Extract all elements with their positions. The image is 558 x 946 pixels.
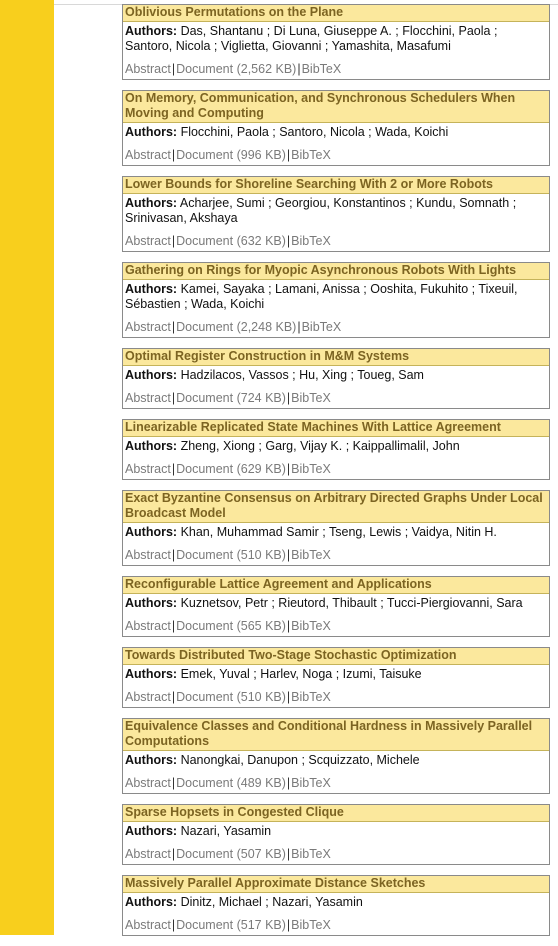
separator: |: [171, 548, 176, 562]
bibtex-link[interactable]: BibTeX: [291, 690, 331, 704]
paper-entry: [122, 176, 550, 252]
paper-entry: [122, 90, 550, 166]
bibtex-link[interactable]: BibTeX: [291, 148, 331, 162]
document-label: Document: [176, 918, 234, 932]
authors-text: Nanongkai, Danupon ; Scquizzato, Michele: [180, 753, 420, 767]
abstract-link[interactable]: Abstract: [125, 462, 171, 476]
paper-entry: [122, 348, 550, 409]
document-link[interactable]: [176, 62, 296, 76]
separator: |: [171, 690, 176, 704]
authors-text: Khan, Muhammad Samir ; Tseng, Lewis ; Vaidya, Nitin H.: [180, 525, 497, 539]
authors-text: Zheng, Xiong ; Garg, Vijay K. ; Kaippallimalil, John: [180, 439, 460, 453]
paper-entry: [122, 875, 550, 936]
paper-entry: [122, 4, 550, 80]
paper-links: [123, 682, 549, 707]
document-link[interactable]: [176, 619, 286, 633]
paper-entry: [122, 718, 550, 794]
authors-label: Authors:: [125, 596, 178, 610]
separator: |: [171, 320, 176, 334]
separator: |: [297, 62, 301, 76]
separator: |: [286, 148, 291, 162]
document-label: Document: [176, 847, 234, 861]
paper-entry: [122, 262, 550, 338]
document-size: (565 KB): [236, 619, 286, 633]
bibtex-link[interactable]: BibTeX: [291, 391, 331, 405]
authors-label: Authors:: [125, 667, 178, 681]
paper-authors: [123, 751, 549, 768]
bibtex-link[interactable]: BibTeX: [301, 320, 342, 334]
abstract-link[interactable]: Abstract: [125, 690, 171, 704]
authors-label: Authors:: [125, 824, 178, 838]
paper-authors: [123, 665, 549, 682]
bibtex-link[interactable]: BibTeX: [291, 462, 331, 476]
paper-authors: [123, 366, 549, 383]
paper-links: [123, 839, 549, 864]
document-size: (489 KB): [236, 776, 286, 790]
paper-links: [123, 540, 549, 565]
paper-links: [123, 454, 549, 479]
document-size: (996 KB): [236, 148, 286, 162]
document-label: Document: [176, 776, 234, 790]
document-label: Document: [176, 234, 234, 248]
document-size: (510 KB): [236, 690, 286, 704]
separator: |: [286, 918, 291, 932]
paper-authors: [123, 523, 549, 540]
paper-title-link[interactable]: Sparse Hopsets in Congested Clique: [123, 805, 549, 822]
separator: |: [171, 148, 176, 162]
separator: |: [171, 462, 176, 476]
authors-label: Authors:: [125, 753, 178, 767]
separator: |: [171, 847, 176, 861]
paper-authors: [123, 22, 549, 54]
paper-links: [123, 140, 549, 165]
bibtex-link[interactable]: BibTeX: [291, 619, 331, 633]
paper-authors: [123, 280, 549, 312]
authors-text: Emek, Yuval ; Harlev, Noga ; Izumi, Taisuke: [180, 667, 422, 681]
bibtex-link[interactable]: BibTeX: [301, 62, 342, 76]
abstract-link[interactable]: Abstract: [125, 548, 171, 562]
paper-title-link[interactable]: Lower Bounds for Shoreline Searching With 2 or More Robots: [123, 177, 549, 194]
document-label: Document: [176, 62, 234, 76]
document-label: Document: [176, 462, 234, 476]
abstract-link[interactable]: Abstract: [125, 619, 171, 633]
paper-title-link[interactable]: On Memory, Communication, and Synchronous Schedulers When Moving and Computing: [123, 91, 549, 123]
separator: |: [171, 62, 176, 76]
paper-entry: [122, 576, 550, 637]
paper-authors: [123, 437, 549, 454]
abstract-link[interactable]: Abstract: [125, 320, 171, 334]
authors-text: Nazari, Yasamin: [180, 824, 272, 838]
document-link[interactable]: [176, 847, 286, 861]
paper-authors: [123, 594, 549, 611]
paper-list: [122, 4, 550, 946]
document-label: Document: [176, 148, 234, 162]
separator: |: [171, 391, 176, 405]
document-size: (507 KB): [236, 847, 286, 861]
document-link[interactable]: [176, 148, 286, 162]
document-size: (2,562 KB): [236, 62, 297, 76]
separator: |: [286, 847, 291, 861]
authors-label: Authors:: [125, 282, 178, 296]
document-size: (510 KB): [236, 548, 286, 562]
separator: |: [286, 462, 291, 476]
sidebar: [0, 0, 54, 935]
paper-title-link[interactable]: Exact Byzantine Consensus on Arbitrary Directed Graphs Under Local Broadcast Model: [123, 491, 549, 523]
paper-links: [123, 910, 549, 935]
bibtex-link[interactable]: BibTeX: [291, 847, 331, 861]
paper-entry: [122, 490, 550, 566]
separator: |: [171, 918, 176, 932]
document-size: (629 KB): [236, 462, 286, 476]
authors-label: Authors:: [125, 439, 178, 453]
bibtex-link[interactable]: BibTeX: [291, 548, 331, 562]
paper-entry: [122, 419, 550, 480]
paper-links: [123, 768, 549, 793]
bibtex-link[interactable]: BibTeX: [291, 918, 331, 932]
bibtex-link[interactable]: BibTeX: [291, 234, 331, 248]
document-link[interactable]: [176, 690, 286, 704]
authors-label: Authors:: [125, 368, 178, 382]
paper-title-link[interactable]: Linearizable Replicated State Machines With Lattice Agreement: [123, 420, 549, 437]
authors-text: Hadzilacos, Vassos ; Hu, Xing ; Toueg, Sam: [180, 368, 424, 382]
separator: |: [171, 234, 176, 248]
authors-text: Flocchini, Paola ; Santoro, Nicola ; Wada, Koichi: [180, 125, 449, 139]
authors-text: Kuznetsov, Petr ; Rieutord, Thibault ; Tucci-Piergiovanni, Sara: [180, 596, 523, 610]
separator: |: [171, 619, 176, 633]
document-link[interactable]: [176, 548, 286, 562]
authors-label: Authors:: [125, 525, 178, 539]
abstract-link[interactable]: Abstract: [125, 391, 171, 405]
document-link[interactable]: [176, 391, 286, 405]
paper-title-link[interactable]: Massively Parallel Approximate Distance Sketches: [123, 876, 549, 893]
authors-text: Dinitz, Michael ; Nazari, Yasamin: [180, 895, 363, 909]
separator: |: [297, 320, 301, 334]
paper-title-link[interactable]: Gathering on Rings for Myopic Asynchronous Robots With Lights: [123, 263, 549, 280]
paper-title-link[interactable]: Oblivious Permutations on the Plane: [123, 5, 549, 22]
separator: |: [286, 776, 291, 790]
document-label: Document: [176, 548, 234, 562]
abstract-link[interactable]: Abstract: [125, 148, 171, 162]
paper-authors: [123, 194, 549, 226]
authors-text: Kamei, Sayaka ; Lamani, Anissa ; Ooshita, Fukuhito ; Tixeuil, Sébastien ; Wada, Koichi: [125, 282, 518, 311]
authors-text: Acharjee, Sumi ; Georgiou, Konstantinos ; Kundu, Somnath ; Srinivasan, Akshaya: [125, 196, 517, 225]
paper-links: [123, 312, 549, 337]
document-link[interactable]: [176, 776, 286, 790]
document-link[interactable]: [176, 462, 286, 476]
paper-authors: [123, 822, 549, 839]
document-label: Document: [176, 320, 234, 334]
authors-label: Authors:: [125, 24, 178, 38]
paper-links: [123, 383, 549, 408]
separator: |: [286, 234, 291, 248]
paper-links: [123, 611, 549, 636]
separator: |: [286, 391, 291, 405]
document-label: Document: [176, 391, 234, 405]
document-link[interactable]: [176, 234, 286, 248]
paper-title-link[interactable]: Equivalence Classes and Conditional Hardness in Massively Parallel Computations: [123, 719, 549, 751]
paper-title-link[interactable]: Towards Distributed Two-Stage Stochastic Optimization: [123, 648, 549, 665]
paper-title-link[interactable]: Reconfigurable Lattice Agreement and Applications: [123, 577, 549, 594]
authors-label: Authors:: [125, 895, 178, 909]
authors-label: Authors:: [125, 196, 178, 210]
separator: |: [286, 619, 291, 633]
abstract-link[interactable]: Abstract: [125, 918, 171, 932]
abstract-link[interactable]: Abstract: [125, 847, 171, 861]
document-size: (2,248 KB): [236, 320, 297, 334]
paper-links: [123, 54, 549, 79]
abstract-link[interactable]: Abstract: [125, 776, 171, 790]
paper-links: [123, 226, 549, 251]
abstract-link[interactable]: Abstract: [125, 234, 171, 248]
document-size: (517 KB): [236, 918, 286, 932]
paper-authors: [123, 123, 549, 140]
document-size: (724 KB): [236, 391, 286, 405]
document-label: Document: [176, 690, 234, 704]
separator: |: [286, 690, 291, 704]
paper-entry: [122, 804, 550, 865]
separator: |: [171, 776, 176, 790]
document-label: Document: [176, 619, 234, 633]
paper-authors: [123, 893, 549, 910]
separator: |: [286, 548, 291, 562]
document-link[interactable]: [176, 320, 296, 334]
document-link[interactable]: [176, 918, 286, 932]
abstract-link[interactable]: Abstract: [125, 62, 171, 76]
bibtex-link[interactable]: BibTeX: [291, 776, 331, 790]
paper-title-link[interactable]: Optimal Register Construction in M&M Systems: [123, 349, 549, 366]
document-size: (632 KB): [236, 234, 286, 248]
authors-text: Das, Shantanu ; Di Luna, Giuseppe A. ; Flocchini, Paola ; Santoro, Nicola ; Viglietta, Giovanni ; Yamashita, Masafumi: [125, 24, 498, 53]
paper-entry: [122, 647, 550, 708]
authors-label: Authors:: [125, 125, 178, 139]
